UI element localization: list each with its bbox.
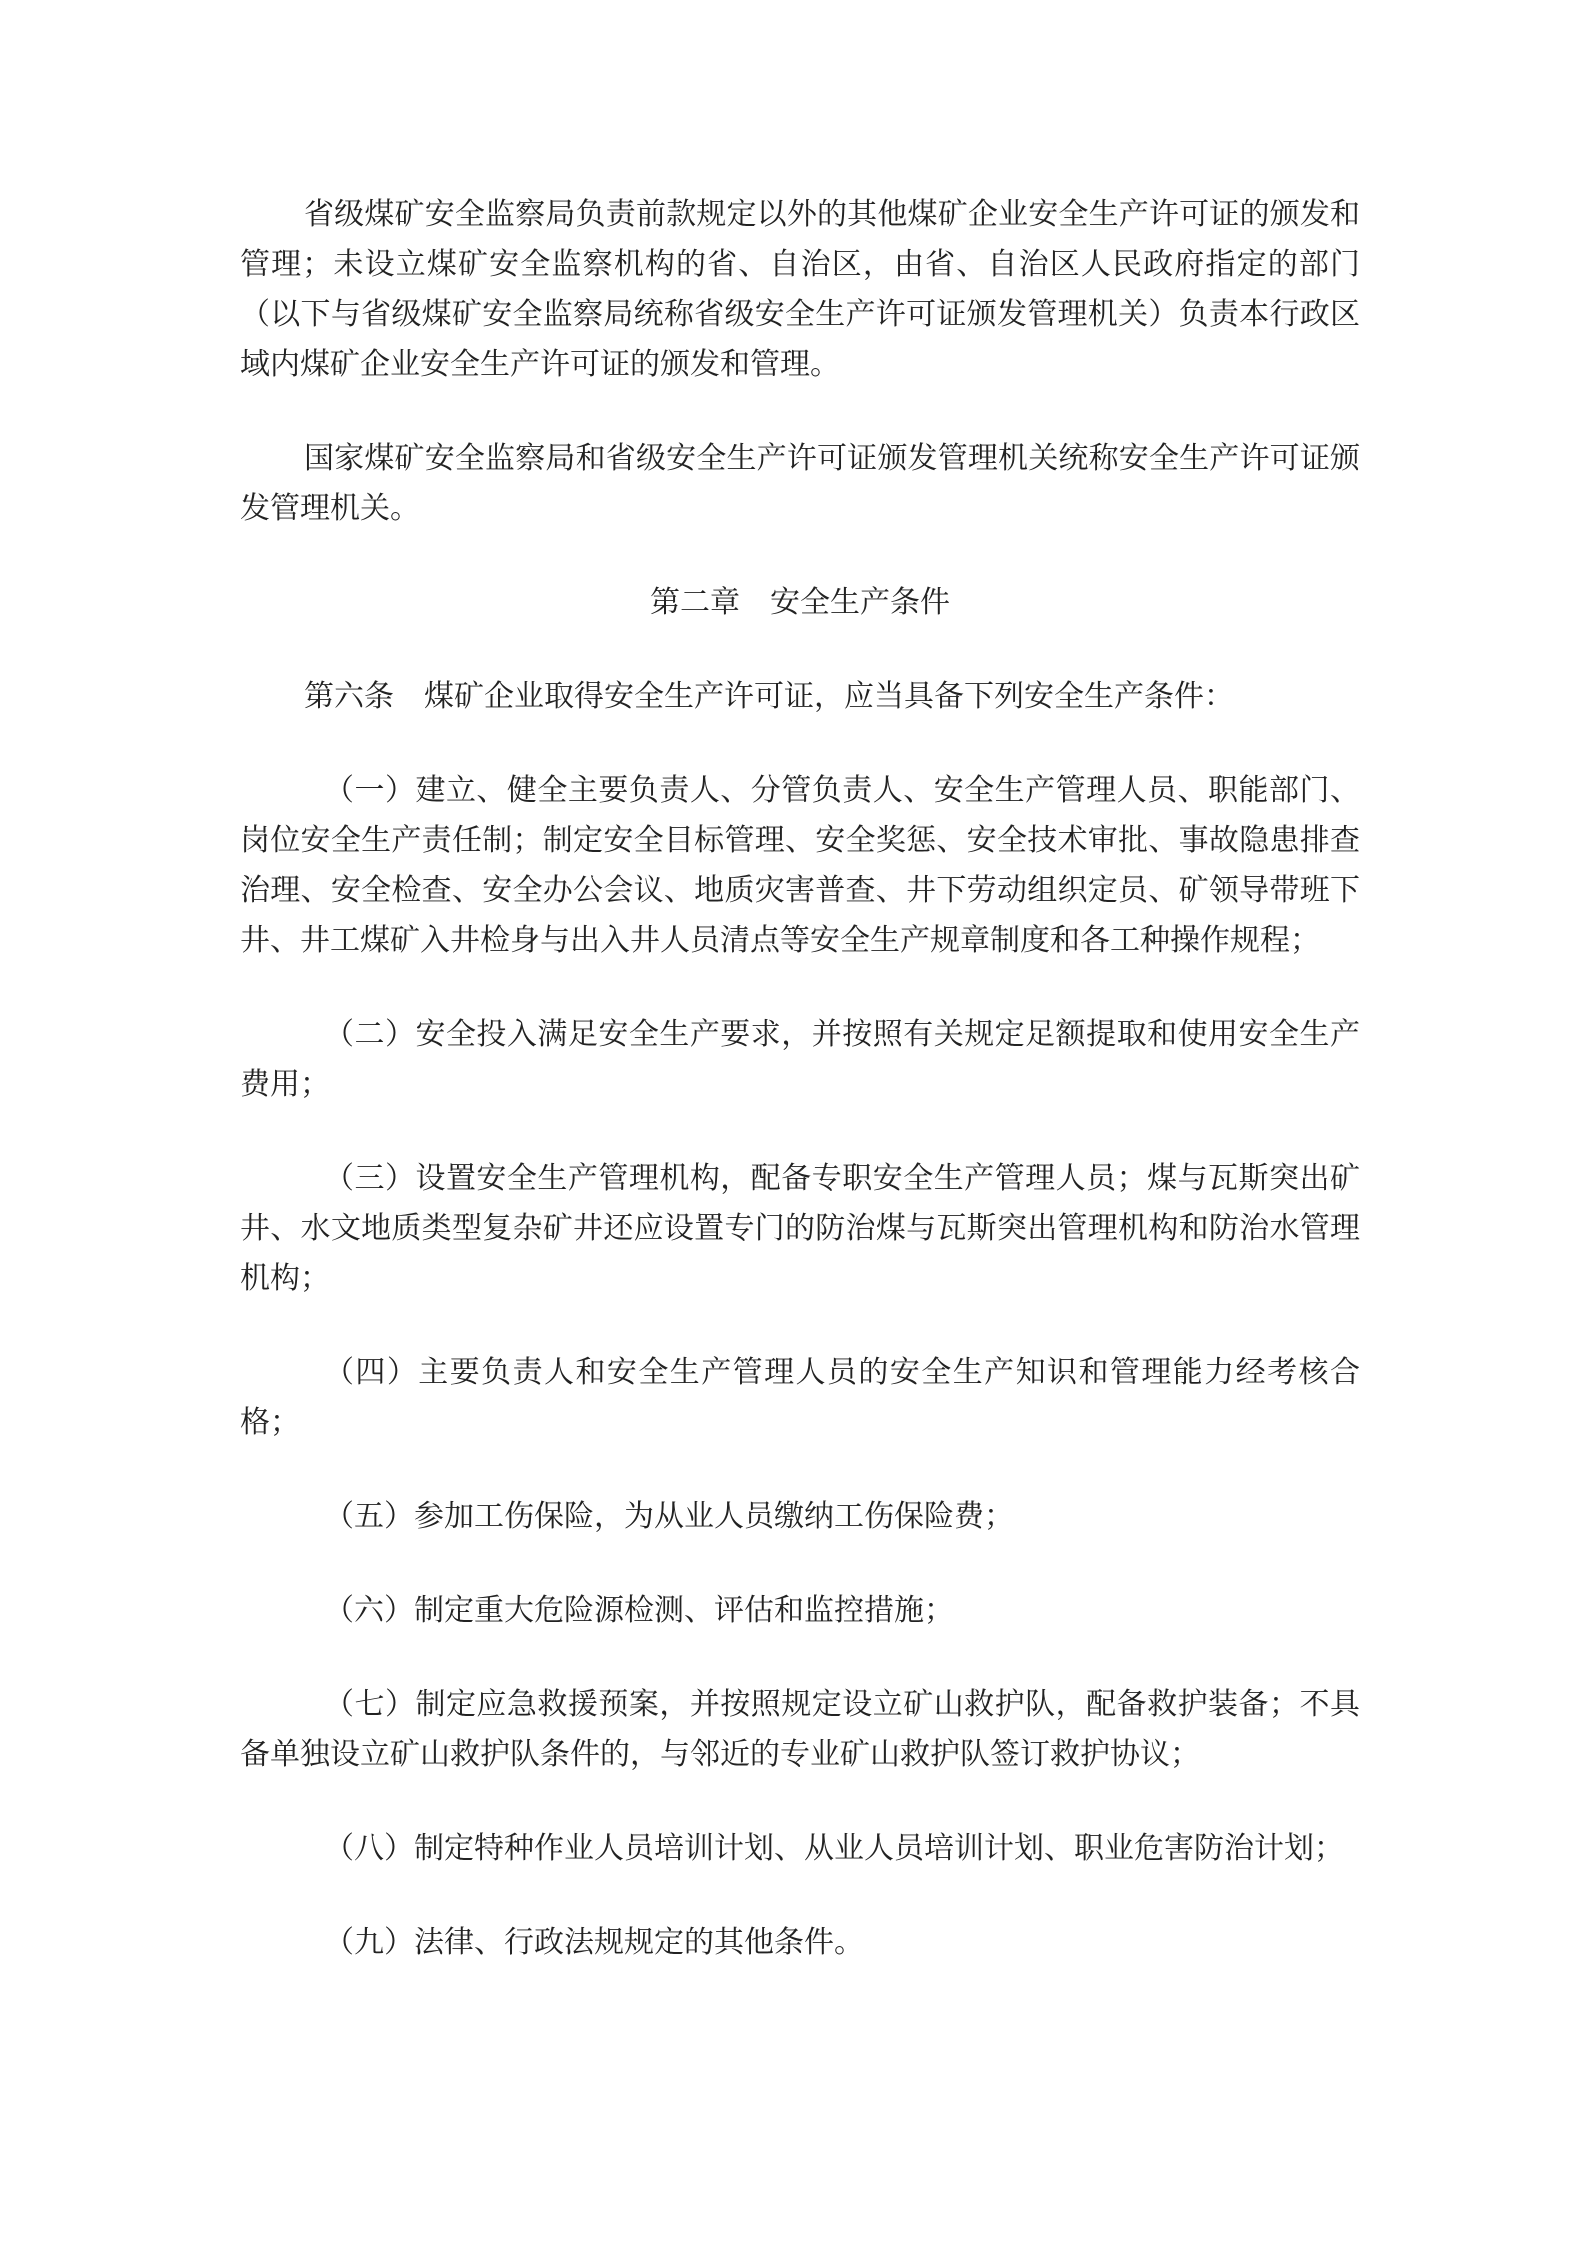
list-item-1: （一）建立、健全主要负责人、分管负责人、安全生产管理人员、职能部门、岗位安全生产责任制；制定安全目标管理、安全奖惩、安全技术审批、事故隐患排查治理、安全检查、安全办公会议、地质灾害普查、井下劳动组织定员、矿领导带班下井、井工煤矿入井检身与出入井人员清点等安全生产规章制度和各工种操作规程； xyxy=(240,773,1360,958)
list-item-5: （五）参加工伤保险，为从业人员缴纳工伤保险费； xyxy=(324,1499,1014,1534)
list-item-6: （六）制定重大危险源检测、评估和监控措施； xyxy=(324,1593,954,1628)
list-item-8: （八）制定特种作业人员培训计划、从业人员培训计划、职业危害防治计划； xyxy=(324,1831,1344,1866)
list-item-7: （七）制定应急救援预案，并按照规定设立矿山救护队，配备救护装备；不具备单独设立矿山救护队条件的，与邻近的专业矿山救护队签订救护协议； xyxy=(240,1687,1360,1772)
chapter-title: 第二章 安全生产条件 xyxy=(650,585,950,620)
document-page xyxy=(240,190,1360,2012)
paragraph-provincial-authority: 省级煤矿安全监察局负责前款规定以外的其他煤矿企业安全生产许可证的颁发和管理；未设立煤矿安全监察机构的省、自治区，由省、自治区人民政府指定的部门（以下与省级煤矿安全监察局统称省级安全生产许可证颁发管理机关）负责本行政区域内煤矿企业安全生产许可证的颁发和管理。 xyxy=(240,197,1360,382)
list-item-3: （三）设置安全生产管理机构，配备专职安全生产管理人员；煤与瓦斯突出矿井、水文地质类型复杂矿井还应设置专门的防治煤与瓦斯突出管理机构和防治水管理机构； xyxy=(240,1161,1360,1296)
list-item-2: （二）安全投入满足安全生产要求，并按照有关规定足额提取和使用安全生产费用； xyxy=(240,1017,1360,1102)
list-item-9: （九）法律、行政法规规定的其他条件。 xyxy=(324,1925,864,1960)
article-6: 第六条 煤矿企业取得安全生产许可证，应当具备下列安全生产条件： xyxy=(304,679,1234,714)
list-item-4: （四）主要负责人和安全生产管理人员的安全生产知识和管理能力经考核合格； xyxy=(240,1355,1360,1440)
paragraph-license-authorities: 国家煤矿安全监察局和省级安全生产许可证颁发管理机关统称安全生产许可证颁发管理机关。 xyxy=(240,441,1360,526)
